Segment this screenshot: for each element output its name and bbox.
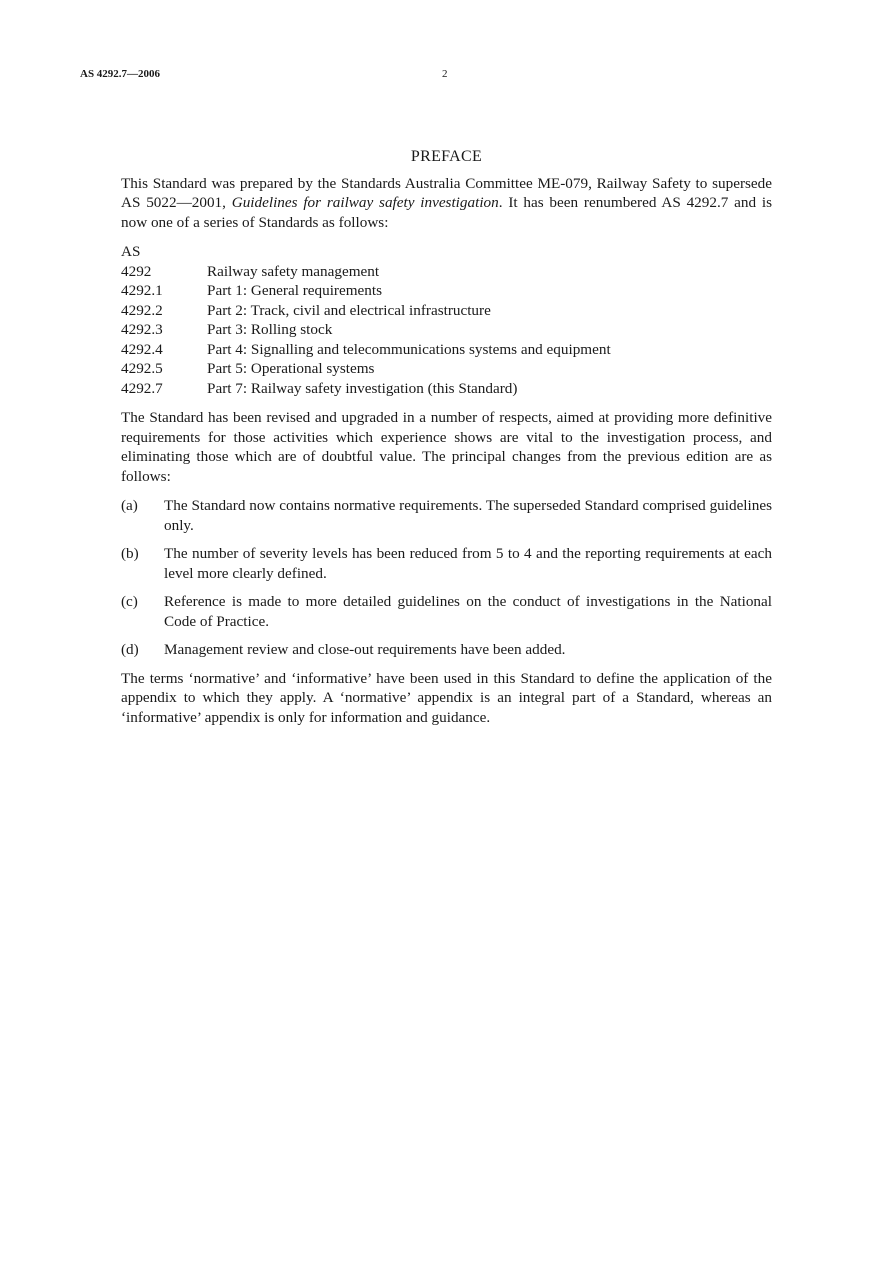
change-letter: (d)	[121, 641, 139, 658]
closing-paragraph: The terms ‘normative’ and ‘informative’ have been used in this Standard to define the application of the appendix to which they apply. A ‘normative’ appendix is an integral part of a Standard, whereas an ‘informative’ appendix is only for information and guidance.	[121, 669, 772, 726]
change-letter: (a)	[121, 497, 138, 514]
series-title: Part 7: Railway safety investigation (this Standard)	[207, 379, 518, 397]
series-row	[121, 379, 772, 399]
change-text: The Standard now contains normative requirements. The superseded Standard comprised guidelines only.	[164, 497, 772, 534]
series-number: 4292.3	[121, 321, 163, 338]
change-item	[121, 592, 772, 631]
change-item	[121, 496, 772, 535]
series-title: Part 4: Signalling and telecommunications systems and equipment	[207, 340, 611, 358]
change-item	[121, 640, 772, 660]
change-text: Management review and close-out requirements have been added.	[164, 641, 566, 658]
intro-text-before: This Standard was prepared by the Standards Australia Committee ME-079, Railway Safety to supersede AS 5022—2001,	[121, 174, 772, 211]
series-number: 4292.2	[121, 301, 163, 319]
change-text: The number of severity levels has been reduced from 5 to 4 and the reporting requirements at each level more clearly defined.	[164, 545, 772, 582]
preface-content	[121, 147, 772, 727]
series-number: 4292.1	[121, 282, 163, 299]
series-row	[121, 262, 772, 282]
series-list	[121, 262, 772, 399]
series-row	[121, 281, 772, 301]
change-letter: (c)	[121, 593, 138, 610]
page-title: PREFACE	[410, 148, 483, 165]
intro-text-after: . It has been renumbered AS 4292.7 and is now one of a series of Standards as follows:	[121, 194, 772, 231]
series-title: Part 2: Track, civil and electrical infrastructure	[207, 301, 491, 319]
change-letter: (b)	[121, 545, 139, 562]
series-title: Part 1: General requirements	[207, 282, 383, 299]
series-row	[121, 340, 772, 360]
series-title: Railway safety management	[207, 262, 380, 280]
series-title: Part 5: Operational systems	[207, 360, 375, 377]
series-row	[121, 359, 772, 379]
series-number: 4292.7	[121, 379, 163, 397]
series-number: 4292	[121, 262, 152, 280]
series-number: 4292.5	[121, 360, 163, 377]
series-prefix: AS	[121, 243, 141, 260]
series-title: Part 3: Rolling stock	[207, 321, 333, 338]
superseded-title: Guidelines for railway safety investigation	[231, 194, 499, 211]
change-text: Reference is made to more detailed guidelines on the conduct of investigations in the National Code of Practice.	[164, 593, 772, 630]
document-id: AS 4292.7—2006	[80, 68, 161, 80]
intro-paragraph	[121, 174, 772, 233]
change-item	[121, 544, 772, 583]
revision-paragraph: The Standard has been revised and upgraded in a number of respects, aimed at providing more definitive requirements for those activities which experience shows are vital to the investigation process, and eliminating those which are of doubtful value. The principal changes from the previous edition are as follows:	[121, 409, 772, 485]
page-number: 2	[442, 68, 448, 80]
series-number: 4292.4	[121, 340, 163, 358]
series-row	[121, 320, 772, 340]
series-row	[121, 301, 772, 321]
